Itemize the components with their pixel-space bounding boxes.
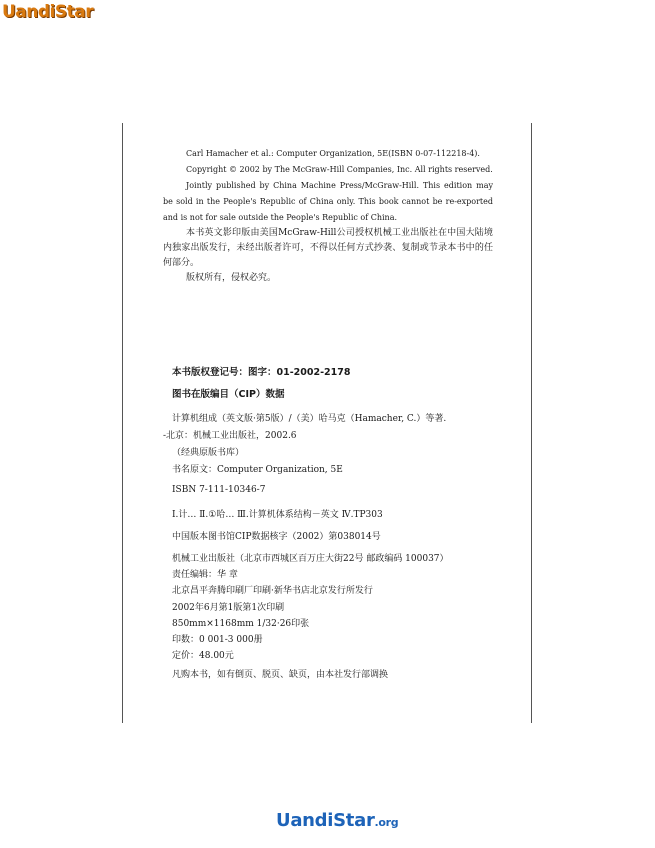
publisher-info: 机械工业出版社（北京市西城区百万庄大街22号 邮政编码 100037） [172, 554, 449, 564]
format-info: 850mm×1168mm 1/32·26印张 [172, 619, 310, 629]
cip-isbn: ISBN 7-111-10346-7 [172, 485, 266, 495]
copyright-block [163, 146, 493, 286]
cip-publisher-place: -北京：机械工业出版社，2002.6 [163, 431, 297, 441]
watermark-logo-top: UandiStar [2, 2, 94, 22]
cip-classification: Ⅰ.计… Ⅱ.①哈… Ⅲ.计算机体系结构－英文 Ⅳ.TP303 [172, 510, 383, 520]
page-edge-left [122, 123, 123, 723]
print-run: 印数：0 001-3 000册 [172, 635, 263, 645]
edition-info: 2002年6月第1版第1次印刷 [172, 603, 285, 613]
copyright-rights-reserved: 版权所有，侵权必究。 [186, 273, 277, 283]
defect-notice: 凡购本书，如有倒页、脱页、缺页，由本社发行部调换 [172, 670, 389, 680]
copyright-notice: Copyright © 2002 by The McGraw-Hill Companies, Inc. All rights reserved. [186, 165, 493, 174]
responsible-editor: 责任编辑：华 章 [172, 570, 238, 580]
watermark-logo-bottom [276, 810, 398, 831]
cip-series: （经典原版书库） [172, 448, 245, 458]
watermark-suffix: .org [374, 816, 399, 829]
copyright-chinese-notice: 本书英文影印版由美国McGraw-Hill公司授权机械工业出版社在中国大陆境内独家出版发行，未经出版者许可，不得以任何方式抄袭、复制或节录本书中的任何部分。 [163, 228, 493, 268]
printer-info: 北京昌平奔腾印刷厂印刷·新华书店北京发行所发行 [172, 586, 373, 596]
watermark-name: UandiStar [276, 810, 375, 831]
price: 定价：48.00元 [172, 651, 234, 661]
page-edge-right [531, 123, 532, 723]
copyright-publication: Jointly published by China Machine Press/McGraw-Hill. This edition may be sold in the People's Republic of China only. This book cannot be re-exported and is not for sale outside the People's Republic of China. [163, 181, 493, 222]
cip-heading: 图书在版编目（CIP）数据 [172, 389, 285, 400]
registration-number: 本书版权登记号：图字：01-2002-2178 [172, 367, 351, 378]
copyright-source: Carl Hamacher et al.: Computer Organization, 5E(ISBN 0-07-112218-4). [186, 149, 480, 158]
cip-book-title: 计算机组成（英文版·第5版）/（美）哈马克（Hamacher, C.）等著. [172, 414, 447, 424]
cip-data-number: 中国版本图书馆CIP数据核字（2002）第038014号 [172, 532, 381, 542]
cip-original-title: 书名原文：Computer Organization, 5E [172, 465, 343, 475]
